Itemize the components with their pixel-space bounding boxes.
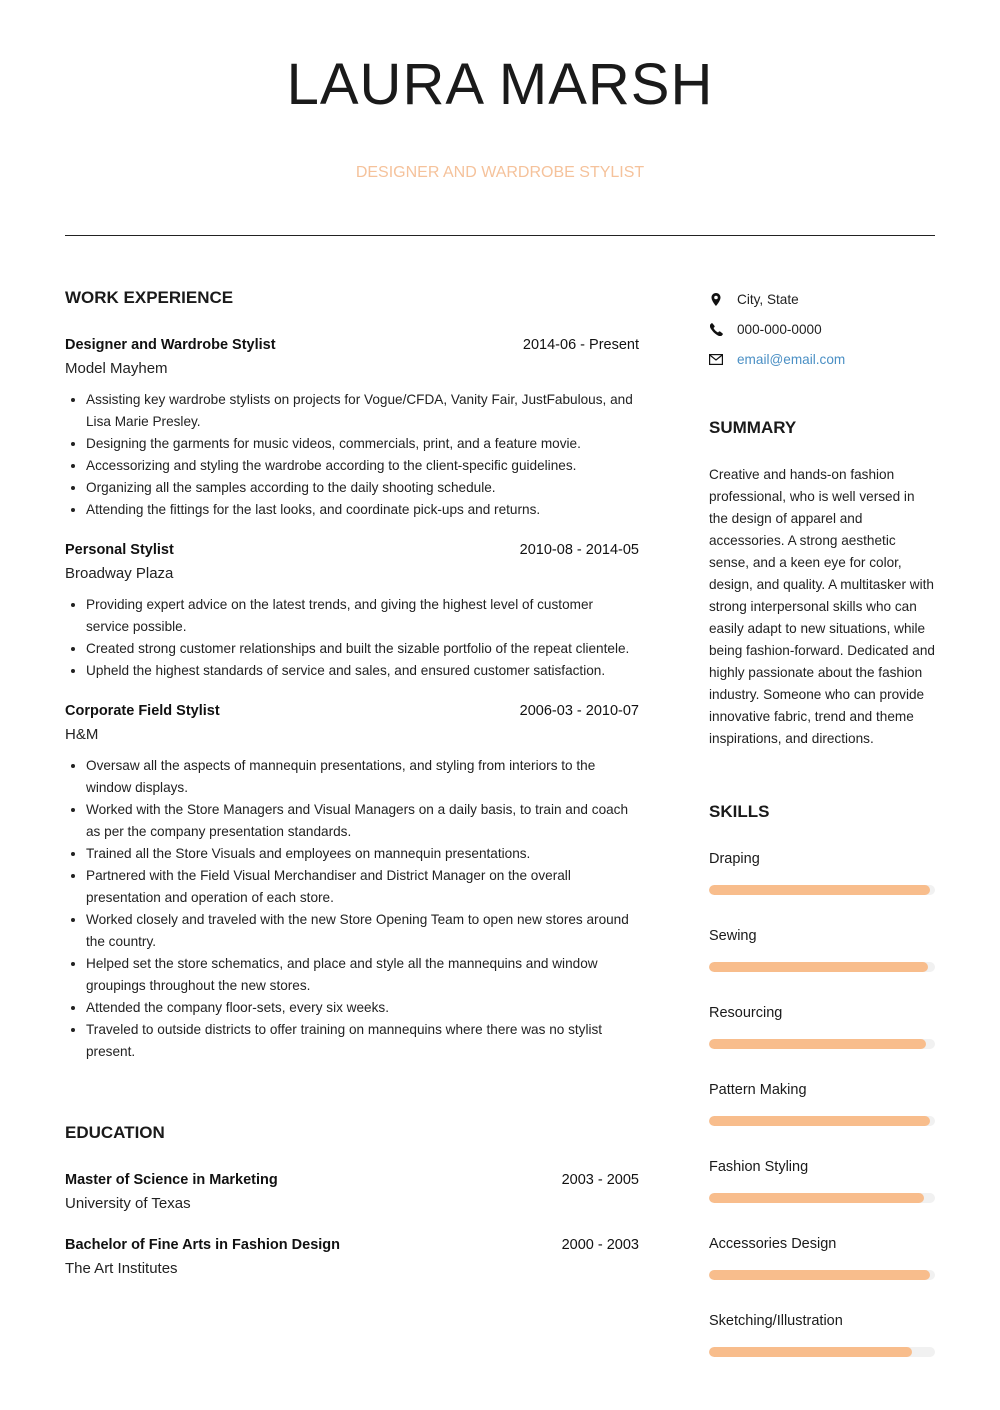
skill-bar-track [709,1193,935,1203]
degree-dates: 2000 - 2003 [561,1237,639,1253]
summary-text: Creative and hands-on fashion professional, who is well versed in the design of apparel and accessories. A strong aesthetic sense, and a keen eye for color, design, and quality. A multitasker with strong interpersonal skills who can easily adapt to new situations, while being fashion-forward. Dedicated and highly passionate about the fashion industry. Someone who can provide innovative fabric, trend and theme inspirations, and directions. [709,467,935,746]
skill-label: Sewing [709,928,757,944]
skill-bar-fill [709,1116,930,1126]
job-bullet: • Traveled to outside districts to offer training on mannequins where there was no stylist present. [86,1019,639,1063]
skills-list [709,849,935,1357]
skill-bar-track [709,1116,935,1126]
resume-role: DESIGNER AND WARDROBE STYLIST [355,164,645,181]
skill-bar-track [709,1347,935,1357]
education-heading: EDUCATION [65,1123,165,1142]
job-bullet: • Helped set the store schematics, and place and style all the mannequins and window groupings throughout the new stores. [86,953,639,997]
school-name: The Art Institutes [65,1260,178,1277]
skill-item [709,926,935,972]
skill-bar-fill [709,962,928,972]
envelope-icon [709,352,723,366]
skill-bar-track [709,1270,935,1280]
degree-title: Bachelor of Fine Arts in Fashion Design [65,1237,340,1253]
job-bullet: • Worked closely and traveled with the new Store Opening Team to open new stores around the country. [86,909,639,953]
skill-bar-fill [709,885,930,895]
school-name: University of Texas [65,1195,191,1212]
resume-name: LAURA MARSH [286,52,714,117]
job-bullet: • Worked with the Store Managers and Visual Managers on a daily basis, to train and coach as per the company presentation standards. [86,799,639,843]
degree-title: Master of Science in Marketing [65,1172,278,1188]
skill-bar-fill [709,1347,912,1357]
job-dates: 2010-08 - 2014-05 [519,542,639,558]
job-title: Designer and Wardrobe Stylist [65,337,276,353]
job-company: H&M [65,726,99,743]
job-entry [65,540,639,682]
job-bullet: • Accessorizing and styling the wardrobe according to the client-specific guidelines. [86,455,639,477]
degree-dates: 2003 - 2005 [561,1172,639,1188]
skill-item [709,1003,935,1049]
contact-location [709,284,935,314]
skill-item [709,1157,935,1203]
skill-label: Accessories Design [709,1236,837,1252]
job-bullet: • Upheld the highest standards of service and sales, and ensured customer satisfaction. [86,660,639,682]
header-divider [65,235,935,236]
job-bullets [65,389,639,521]
skill-item [709,849,935,895]
job-bullets [65,755,639,1063]
skill-bar-track [709,885,935,895]
skill-label: Draping [709,851,760,867]
job-bullet: • Created strong customer relationships and built the sizable portfolio of the repeat clientele. [86,638,639,660]
skill-bar-track [709,1039,935,1049]
skill-item [709,1234,935,1280]
job-bullet: • Assisting key wardrobe stylists on projects for Vogue/CFDA, Vanity Fair, JustFabulous, and Lisa Marie Presley. [86,389,639,433]
job-entry [65,701,639,1063]
job-title: Corporate Field Stylist [65,703,220,719]
skill-bar-track [709,962,935,972]
location-text: City, State [737,291,799,307]
skill-label: Pattern Making [709,1082,807,1098]
skill-label: Resourcing [709,1005,783,1021]
skill-item [709,1080,935,1126]
summary-heading: SUMMARY [709,418,797,437]
skill-bar-fill [709,1193,924,1203]
phone-text: 000-000-0000 [737,321,822,337]
education-entry [65,1170,639,1214]
job-entry [65,335,639,521]
skill-label: Fashion Styling [709,1159,809,1175]
location-pin-icon [709,292,723,306]
job-title: Personal Stylist [65,542,174,558]
phone-icon [709,322,723,336]
job-bullet: • Trained all the Store Visuals and employees on mannequin presentations. [86,843,639,865]
job-bullet: • Oversaw all the aspects of mannequin presentations, and styling from interiors to the window displays. [86,755,639,799]
job-company: Broadway Plaza [65,565,174,582]
job-company: Model Mayhem [65,360,168,377]
contact-email [709,344,935,374]
job-bullet: • Attending the fittings for the last looks, and coordinate pick-ups and returns. [86,499,639,521]
sidebar-column [709,284,935,1357]
job-dates: 2014-06 - Present [522,337,639,353]
skill-label: Sketching/Illustration [709,1313,843,1329]
job-bullets [65,594,639,682]
skill-item [709,1311,935,1357]
skill-bar-fill [709,1270,930,1280]
main-column [65,286,639,1279]
contact-phone [709,314,935,344]
skills-heading: SKILLS [709,802,770,821]
job-bullet: • Designing the garments for music videos, commercials, print, and a feature movie. [86,433,639,455]
work-experience-heading: WORK EXPERIENCE [65,288,234,307]
job-bullet: • Partnered with the Field Visual Merchandiser and District Manager on the overall presentation and operation of each store. [86,865,639,909]
job-dates: 2006-03 - 2010-07 [519,703,639,719]
education-entry [65,1235,639,1279]
skill-bar-fill [709,1039,926,1049]
job-bullet: • Attended the company floor-sets, every six weeks. [86,997,639,1019]
job-bullet: • Providing expert advice on the latest trends, and giving the highest level of customer service possible. [86,594,639,638]
email-link[interactable]: email@email.com [737,351,846,367]
job-bullet: • Organizing all the samples according to the daily shooting schedule. [86,477,639,499]
